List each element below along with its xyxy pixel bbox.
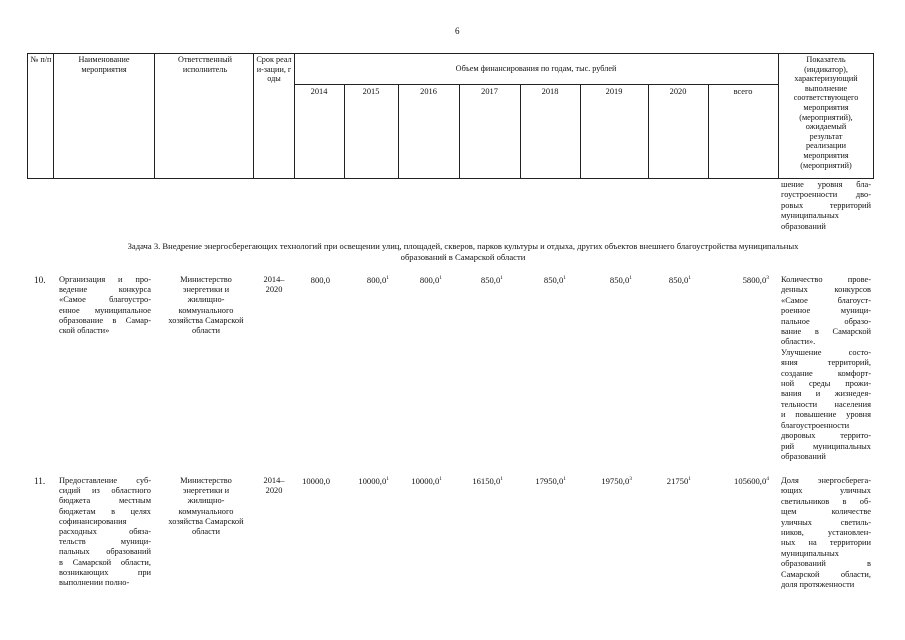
measure-name (59, 275, 151, 336)
col-border (873, 53, 874, 179)
text-line: Министерство (180, 476, 232, 485)
row-number: 10. (34, 275, 46, 285)
indicator-text (781, 275, 871, 462)
text-line: коммунального (178, 305, 234, 315)
col-border (778, 53, 779, 179)
col-border (253, 53, 254, 179)
text-line: образований (781, 451, 826, 461)
text-line: Организация и про- (59, 275, 151, 284)
text-line: ской области» (59, 326, 110, 336)
text-line: «Самое благоустро- (59, 295, 151, 305)
text-line: пальных образований (59, 547, 151, 557)
col-border (580, 84, 581, 179)
text-line: образований (781, 221, 826, 231)
text-line: коммунального (178, 506, 234, 516)
funding-value: 850,0$^1$ (609, 275, 632, 285)
text-line: 2014– (263, 476, 285, 485)
responsible-executor (160, 275, 252, 336)
responsible-executor (160, 476, 252, 537)
text-line: вание в Самарской (781, 327, 871, 337)
funding-value: 800,0$^1$ (366, 275, 389, 285)
text-line: тельств муници- (59, 537, 151, 547)
text-line: софинансирования (59, 516, 127, 526)
text-line: энергетики и (182, 486, 230, 496)
header-funding: Объем финансирования по годам, тыс. рублей (455, 64, 617, 73)
text-line: Показатель (806, 55, 846, 64)
funding-value: 5800,0$^3$ (742, 275, 769, 285)
year-2018: 2018 (541, 87, 559, 96)
text-line: бюджета местным (59, 496, 151, 506)
year-2015: 2015 (362, 87, 380, 96)
text-line: результат (809, 131, 843, 141)
year-2017: 2017 (481, 87, 498, 96)
text-line: области (192, 527, 220, 537)
text-line: благоустроенности (781, 420, 850, 430)
text-line: доля протяженности (781, 580, 855, 590)
funding-value: 800,0 (310, 275, 330, 285)
text-line: и повышение уровня (781, 410, 871, 420)
year-2016: 2016 (420, 87, 437, 96)
task-heading: Задача 3. Внедрение энергосберегающих технологий при освещении улиц, площадей, скверов, парков культуры и отдыха, других объектов внешнего благоустройства муниципальных образований в Самарской области (127, 241, 799, 262)
text-line: хозяйства Самарской (168, 516, 244, 526)
text-line: 2020 (265, 285, 283, 295)
text-line: Самарской области, (781, 569, 871, 579)
text-line: ведение конкурса (59, 285, 151, 295)
text-line: ожидаемый (805, 122, 847, 132)
text-line: (мероприятий) (800, 160, 852, 170)
header-term: Срок реали-зации, годы (256, 55, 292, 84)
text-line: щем количестве (781, 507, 871, 517)
funding-value: 19750,0$^3$ (601, 476, 632, 486)
header-indicator (780, 55, 872, 170)
text-line: возникающих при (59, 567, 151, 577)
text-line: енное муниципальное (59, 305, 151, 315)
funding-value: 10000,0$^1$ (411, 476, 442, 486)
year-total: всего (733, 87, 753, 96)
text-line: ных на территории (781, 538, 871, 548)
text-line: соответствующего (793, 93, 859, 103)
text-line: муниципальных (781, 548, 839, 558)
text-line: выполнение (804, 83, 848, 93)
text-line: в Самарской области, (59, 557, 151, 567)
funding-subheader-border (294, 84, 778, 85)
text-line: Министерство (180, 275, 232, 284)
text-line: Улучшение состо- (781, 347, 871, 357)
col-border (708, 84, 709, 179)
text-line: ровых территорий (781, 200, 871, 210)
text-line: Количество прове- (781, 275, 871, 284)
text-line: мероприятия (803, 102, 849, 112)
text-line: роенное муници- (781, 306, 871, 316)
text-line: области (192, 326, 220, 336)
text-line: рий муниципальных (781, 441, 871, 451)
text-line: Доля энергосберега- (781, 476, 871, 485)
text-line: гоустроенности дво- (781, 190, 871, 200)
text-line: муниципальных (781, 211, 839, 221)
header-name: Наименование мероприятия (78, 55, 130, 74)
col-border (154, 53, 155, 179)
text-line: пальное образо- (781, 316, 871, 326)
page-number: 6 (455, 26, 460, 36)
header-responsible: Ответственный исполнитель (178, 55, 232, 74)
text-line: 2020 (265, 486, 283, 496)
funding-value: 21750$^1$ (666, 476, 691, 486)
col-border (53, 53, 54, 179)
col-border (648, 84, 649, 179)
carryover-indicator (781, 180, 871, 232)
text-line: бюджетам в целях (59, 506, 151, 516)
text-line: выполнении полно- (59, 578, 130, 588)
text-line: (мероприятий), (799, 112, 853, 122)
funding-value: 10000,0$^1$ (358, 476, 389, 486)
text-line: яния территорий, (781, 358, 871, 368)
text-line: образование в Самар- (59, 315, 151, 325)
col-border (520, 84, 521, 179)
text-line: реализации (805, 141, 846, 151)
text-line: образований в (781, 559, 871, 569)
funding-value: 850,0$^1$ (543, 275, 566, 285)
text-line: 2014– (263, 275, 285, 284)
text-line: энергетики и (182, 285, 230, 295)
text-line: дворовых террито- (781, 431, 871, 441)
funding-value: 105600,0$^4$ (734, 476, 769, 486)
text-line: характеризующий (794, 74, 858, 84)
indicator-text (781, 476, 871, 590)
text-line: сидий из областного (59, 486, 151, 496)
text-line: Предоставление суб- (59, 476, 151, 485)
col-border (344, 84, 345, 179)
text-line: (индикатор), (804, 64, 848, 74)
text-line: хозяйства Самарской (168, 315, 244, 325)
row-number: 11. (34, 476, 46, 486)
text-line: «Самое благоуст- (781, 295, 871, 305)
col-border (398, 84, 399, 179)
text-line: уличных светиль- (781, 517, 871, 527)
text-line: жилищно- (187, 295, 225, 305)
text-line: создание комфорт- (781, 368, 871, 378)
col-border (27, 53, 28, 179)
col-border (459, 84, 460, 179)
funding-value: 850,0$^1$ (668, 275, 691, 285)
text-line: ной среды прожи- (781, 379, 871, 389)
text-line: жилищно- (187, 496, 225, 506)
text-line: светильников в об- (781, 496, 871, 506)
text-line: шение уровня бла- (781, 180, 871, 189)
funding-value: 10000,0 (302, 476, 330, 486)
text-line: денных конкурсов (781, 285, 871, 295)
funding-value: 17950,0$^1$ (535, 476, 566, 486)
year-2014: 2014 (310, 87, 328, 96)
text-line: мероприятия (803, 150, 849, 160)
funding-value: 16150,0$^1$ (472, 476, 503, 486)
funding-value: 800,0$^1$ (419, 275, 442, 285)
year-2020: 2020 (669, 87, 687, 96)
text-line: ников, установлен- (781, 528, 871, 538)
text-line: ющих уличных (781, 486, 871, 496)
year-2019: 2019 (605, 87, 623, 96)
text-line: расходных обяза- (59, 527, 151, 537)
measure-name (59, 476, 151, 588)
funding-value: 850,0$^1$ (480, 275, 503, 285)
col-border (294, 53, 295, 179)
header-num: № п/п (30, 55, 52, 64)
text-line: области». (781, 337, 816, 347)
text-line: вания и жизнедея- (781, 389, 871, 399)
text-line: тельности населения (781, 399, 871, 409)
